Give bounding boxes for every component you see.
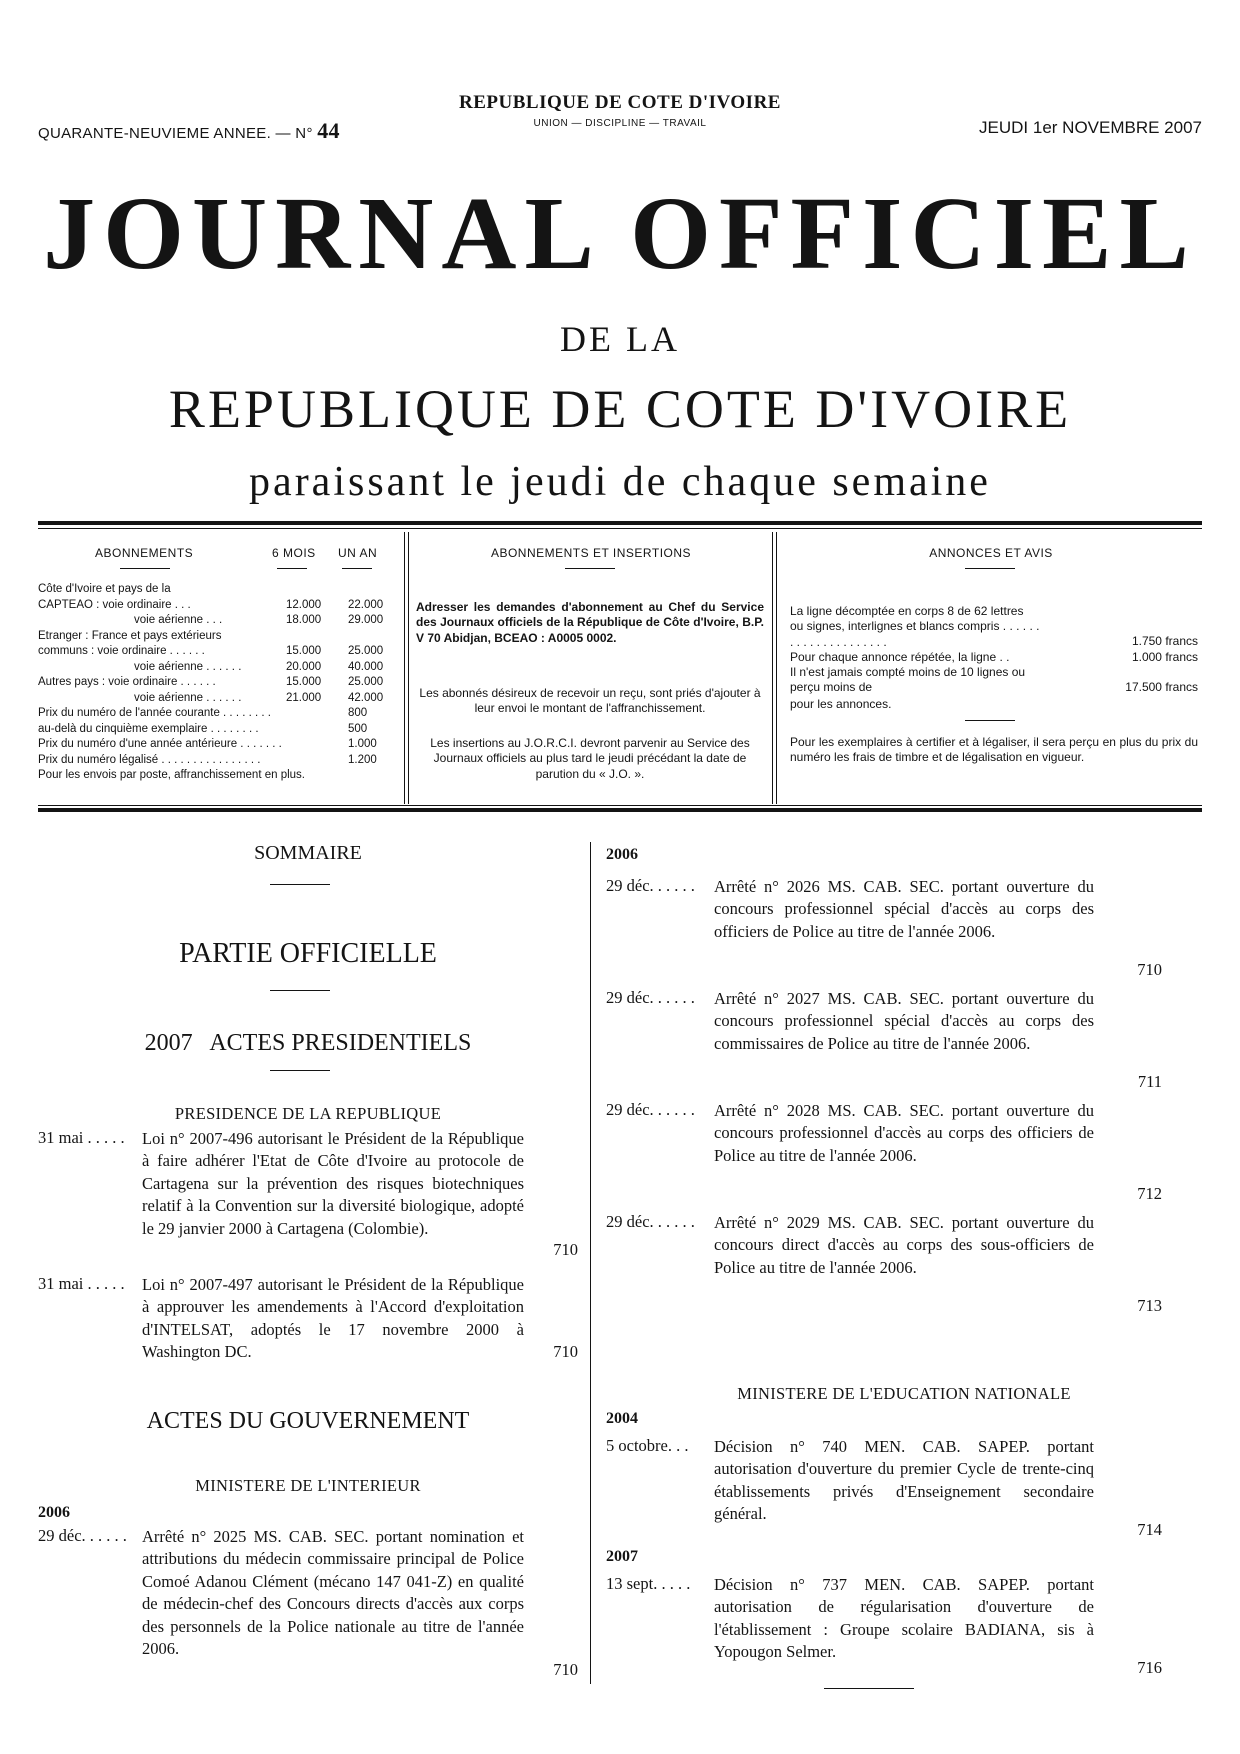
abonnement-price-unan: 1.000 bbox=[348, 738, 377, 750]
header-country: REPUBLIQUE DE COTE D'IVOIRE bbox=[459, 92, 781, 113]
abonnement-price-unan: 25.000 bbox=[348, 676, 384, 688]
abonnements-heading-rule bbox=[120, 568, 170, 569]
abonnement-price-unan: 800 bbox=[348, 707, 368, 719]
abonnement-row bbox=[38, 737, 388, 752]
journal-title: JOURNAL OFFICIEL bbox=[43, 176, 1197, 291]
abonnement-row-label: Prix du numéro d'une année antérieure . . . . . . . bbox=[38, 738, 282, 750]
abonnement-price-unan: 42.000 bbox=[348, 691, 384, 704]
abonnement-row-label: au-delà du cinquième exemplaire . . . . . . . . bbox=[38, 722, 259, 735]
sommaire-rule bbox=[270, 884, 330, 885]
partie-rule bbox=[270, 990, 330, 991]
col-unan: UN AN bbox=[338, 546, 378, 560]
entry-date: 31 mai . . . . . bbox=[38, 1274, 125, 1293]
year-label: 2004 bbox=[606, 1410, 638, 1427]
entry-date: 31 mai . . . . . bbox=[38, 1128, 125, 1147]
abonnement-row-label: voie aérienne . . . bbox=[134, 614, 223, 626]
abonnement-row-label: Prix du numéro légalisé . . . . . . . . . . . . . . . . bbox=[38, 753, 261, 766]
entry-text: Arrêté n° 2025 MS. CAB. SEC. portant nomination et attributions du médecin commissaire principal de Police Comoé Adanou Clément (mécano 147 041-Z) en qualité de médecin-chef des Concours directs d'accès aux corps des personnels de la Police nationale au titre de l'année 2006. bbox=[142, 1527, 524, 1659]
abonnement-row bbox=[38, 660, 388, 675]
abonnement-row bbox=[38, 613, 388, 628]
issue-year-text: QUARANTE-NEUVIEME ANNEE. — N° bbox=[38, 125, 313, 142]
abonnement-row-label: voie aérienne . . . . . . bbox=[134, 691, 242, 704]
entry-date: 29 déc. . . . . . bbox=[38, 1526, 127, 1545]
annonces-repeat: Pour chaque annonce répétée, la ligne . . bbox=[790, 650, 1010, 664]
sommaire-title: SOMMAIRE bbox=[254, 842, 362, 864]
abonnement-row-label: voie aérienne . . . . . . bbox=[134, 660, 242, 673]
entry-text: Arrêté n° 2027 MS. CAB. SEC. portant ouverture du concours professionnel spécial d'accès au corps des commissaires de Police au titre de l'année 2006. bbox=[714, 989, 1094, 1053]
title-tagline: paraissant le jeudi de chaque semaine bbox=[249, 459, 991, 505]
entry-page: 710 bbox=[553, 1660, 578, 1679]
annonces-heading: ANNONCES ET AVIS bbox=[929, 546, 1053, 560]
insertions-receipt-note: Les abonnés désireux de recevoir un reçu, sont priés d'ajouter à leur envoi le montant de l'affranchissement. bbox=[419, 686, 761, 716]
year-label: 2006 bbox=[38, 1504, 70, 1521]
box-divider-2a bbox=[772, 532, 773, 804]
abonnement-price-6mois: 18.000 bbox=[286, 614, 322, 626]
abonnement-row-label: Etranger : France et pays extérieurs bbox=[38, 629, 222, 642]
insertions-heading-rule bbox=[565, 568, 615, 569]
abonnement-price-unan: 500 bbox=[348, 722, 368, 735]
abonnement-row-label: Côte d'Ivoire et pays de la bbox=[38, 583, 171, 595]
education-heading: MINISTERE DE L'EDUCATION NATIONALE bbox=[737, 1384, 1071, 1403]
col-unan-rule bbox=[342, 568, 372, 569]
annonces-minimum-end: pour les annonces. bbox=[790, 697, 892, 711]
entry-page: 711 bbox=[1137, 1072, 1162, 1091]
box-divider-2b bbox=[776, 532, 777, 804]
annonces-price-repeat: 1.000 francs bbox=[1131, 650, 1198, 664]
abonnement-price-unan: 22.000 bbox=[348, 598, 384, 611]
column-divider bbox=[590, 842, 591, 1684]
issue-number: 44 bbox=[317, 118, 340, 143]
abonnement-row bbox=[38, 675, 388, 690]
insertions-address: Adresser les demandes d'abonnement au Chef du Service des Journaux officiels de la République de Côte d'Ivoire, B.P. V 70 Abidjan, BCEAO : A0005 0002. bbox=[416, 600, 764, 645]
abonnement-price-unan: 40.000 bbox=[348, 660, 384, 673]
box-divider-1a bbox=[404, 532, 405, 804]
abonnement-row-label: communs : voie ordinaire . . . . . . bbox=[38, 645, 205, 657]
entry-date: 29 déc. . . . . . bbox=[606, 876, 695, 895]
header-center bbox=[430, 92, 810, 129]
end-rule bbox=[824, 1688, 914, 1689]
abonnement-price-6mois: 12.000 bbox=[286, 598, 322, 611]
entry-page: 716 bbox=[1137, 1658, 1162, 1677]
entry-text: Loi n° 2007-497 autorisant le Président de la République à approuver les amendements à l'Accord d'exploitation d'INTELSAT, adoptés le 17 novembre 2000 à Washington DC. bbox=[142, 1275, 524, 1362]
insertions-heading: ABONNEMENTS ET INSERTIONS bbox=[490, 546, 692, 560]
box-divider-1b bbox=[408, 532, 409, 804]
year-label: 2007 bbox=[606, 1548, 638, 1565]
annonces-separator bbox=[965, 720, 1015, 721]
entry-date: 29 déc. . . . . . bbox=[606, 1212, 695, 1231]
actes-gouvernement: ACTES DU GOUVERNEMENT bbox=[146, 1408, 470, 1434]
annonces-price-line: 1.750 francs bbox=[1131, 634, 1198, 648]
entry-page: 713 bbox=[1137, 1296, 1162, 1315]
entry-page: 710 bbox=[1137, 960, 1162, 979]
abonnement-row bbox=[38, 768, 388, 783]
entry-page: 712 bbox=[1137, 1184, 1162, 1203]
annonces-heading-rule bbox=[965, 568, 1015, 569]
entry-text: Décision n° 737 MEN. CAB. SAPEP. portant autorisation de régularisation d'ouverture de l'établissement : Groupe scolaire BADIANA, sis à Yopougon Selmer. bbox=[714, 1575, 1094, 1662]
title-republic: REPUBLIQUE DE COTE D'IVOIRE bbox=[168, 379, 1072, 439]
entry-date: 29 déc. . . . . . bbox=[606, 1100, 695, 1119]
entry-date: 5 octobre. . . bbox=[606, 1436, 689, 1455]
abonnement-row bbox=[38, 722, 388, 737]
entry-date: 29 déc. . . . . . bbox=[606, 988, 695, 1007]
abonnement-row-label: Pour les envois par poste, affranchissement en plus. bbox=[38, 769, 305, 781]
top-rule-thin bbox=[38, 528, 1202, 529]
issue-year-line bbox=[38, 118, 340, 144]
abonnement-price-6mois: 21.000 bbox=[286, 691, 322, 704]
abonnement-row bbox=[38, 598, 388, 613]
abonnement-price-6mois: 15.000 bbox=[286, 676, 322, 688]
actes-rule bbox=[270, 1070, 330, 1071]
title-de-la: DE LA bbox=[560, 319, 680, 359]
abonnement-row bbox=[38, 582, 388, 597]
abonnement-row bbox=[38, 753, 388, 768]
bottom-rule-thick bbox=[38, 808, 1202, 812]
col-6mois-rule bbox=[277, 568, 307, 569]
abonnement-price-6mois: 15.000 bbox=[286, 645, 322, 657]
annonces-legalisation-note: Pour les exemplaires à certifier et à légaliser, il sera perçu en plus du prix du numéro les frais de timbre et de légalisation en vigueur. bbox=[790, 735, 1198, 765]
abonnement-price-unan: 1.200 bbox=[348, 753, 377, 766]
entry-text: Décision n° 740 MEN. CAB. SAPEP. portant autorisation d'ouverture du premier Cycle de trente-cinq établissements privés d'Enseignement secondaire général. bbox=[714, 1437, 1094, 1524]
entry-page: 710 bbox=[553, 1240, 578, 1259]
col-6mois: 6 MOIS bbox=[272, 546, 316, 560]
entry-page: 714 bbox=[1137, 1520, 1162, 1539]
partie-officielle: PARTIE OFFICIELLE bbox=[179, 938, 437, 969]
year-label: 2006 bbox=[606, 846, 638, 863]
entry-text: Arrêté n° 2029 MS. CAB. SEC. portant ouverture du concours direct d'accès au corps des sous-officiers de Police au titre de l'année 2006. bbox=[714, 1213, 1094, 1277]
actes-year: 2007 bbox=[144, 1030, 193, 1056]
insertions-deadline-note: Les insertions au J.O.R.C.I. devront parvenir au Service des Journaux officiels au plus tard le jeudi précédant la date de parution du « J.O. ». bbox=[430, 736, 750, 781]
abonnement-row-label: Autres pays : voie ordinaire . . . . . . bbox=[38, 676, 216, 688]
issue-date: JEUDI 1er NOVEMBRE 2007 bbox=[979, 118, 1202, 137]
header-motto: UNION — DISCIPLINE — TRAVAIL bbox=[533, 118, 707, 129]
bottom-rule-thin bbox=[38, 805, 1202, 806]
annonces-minimum: Il n'est jamais compté moins de 10 lignes ou perçu moins de bbox=[790, 665, 1026, 695]
entry-date: 13 sept. . . . . bbox=[606, 1574, 691, 1593]
abonnement-row bbox=[38, 706, 388, 721]
actes-presidentiels: ACTES PRESIDENTIELS bbox=[209, 1030, 472, 1056]
abonnements-heading: ABONNEMENTS bbox=[95, 546, 194, 560]
abonnement-row-label: Prix du numéro de l'année courante . . . . . . . . bbox=[38, 707, 271, 719]
entry-text: Arrêté n° 2026 MS. CAB. SEC. portant ouverture du concours professionnel spécial d'accès au corps des officiers de Police au titre de l'année 2006. bbox=[714, 877, 1094, 941]
annonces-line-rate: La ligne décomptée en corps 8 de 62 lettres ou signes, interlignes et blancs compris . . . . . . . . . . . . . . . . . . . . . bbox=[790, 604, 1040, 649]
abonnement-row bbox=[38, 629, 388, 644]
annonces-price-minimum: 17.500 francs bbox=[1125, 680, 1198, 694]
entry-text: Arrêté n° 2028 MS. CAB. SEC. portant ouverture du concours professionnel d'accès au corps des officiers de Police au titre de l'année 2006. bbox=[714, 1101, 1094, 1165]
abonnement-price-unan: 25.000 bbox=[348, 645, 384, 657]
interieur-heading: MINISTERE DE L'INTERIEUR bbox=[195, 1476, 421, 1495]
abonnement-price-6mois: 20.000 bbox=[286, 660, 322, 673]
abonnement-row-label: CAPTEAO : voie ordinaire . . . bbox=[38, 598, 191, 611]
abonnement-row bbox=[38, 691, 388, 706]
entry-text: Loi n° 2007-496 autorisant le Président de la République à faire adhérer l'Etat de Côte d'Ivoire au protocole de Cartagena sur la prévention des risques biotechniques relatif à la Convention sur la diversité biologique, adopté le 29 janvier 2000 à Cartagena (Colombie). bbox=[142, 1129, 524, 1238]
actes-presidentiels-heading bbox=[38, 1030, 578, 1057]
top-rule-thick bbox=[38, 521, 1202, 525]
abonnement-price-unan: 29.000 bbox=[348, 614, 384, 626]
presidence-heading: PRESIDENCE DE LA REPUBLIQUE bbox=[174, 1104, 442, 1123]
entry-page: 710 bbox=[553, 1342, 578, 1361]
abonnement-row bbox=[38, 644, 388, 659]
